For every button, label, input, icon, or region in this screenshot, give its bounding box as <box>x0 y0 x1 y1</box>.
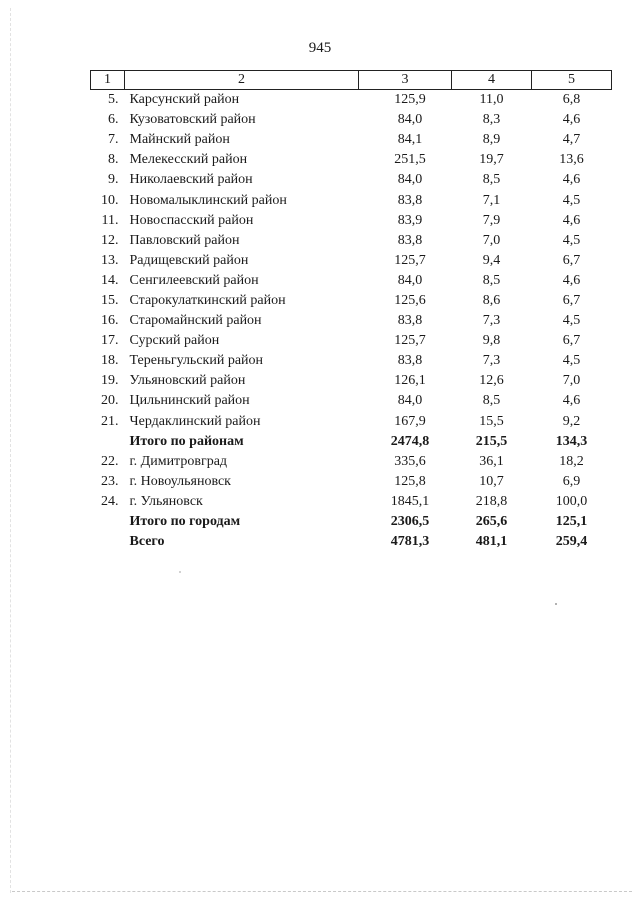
column-header: 4 <box>452 71 532 90</box>
column-header: 2 <box>125 71 359 90</box>
cell-col3: 84,1 <box>397 132 423 148</box>
cell-col4: 215,5 <box>475 433 508 449</box>
row-number: 13. <box>101 252 119 268</box>
cell-col4: 7,9 <box>482 212 501 228</box>
row-number: 6. <box>108 112 119 128</box>
table-row <box>91 291 612 311</box>
row-name: Старокулаткинский район <box>129 292 286 308</box>
cell-col5: 6,7 <box>562 252 581 268</box>
row-number <box>91 512 125 532</box>
cell-col3: 125,6 <box>394 292 426 308</box>
cell-col5: 4,5 <box>562 313 581 329</box>
row-number: 23. <box>101 473 119 489</box>
cell-col4: 218,8 <box>475 493 508 509</box>
table-row <box>91 452 612 472</box>
table-row <box>91 90 612 111</box>
cell-col5: 4,6 <box>562 393 581 409</box>
row-number: 19. <box>101 373 119 389</box>
table-row <box>91 331 612 351</box>
cell-col4: 9,4 <box>482 252 501 268</box>
table-body <box>91 90 612 553</box>
row-number: 5. <box>108 92 119 108</box>
table-row <box>91 351 612 371</box>
row-name: Карсунский район <box>129 92 240 108</box>
table-total-row <box>91 512 612 532</box>
cell-col4: 9,8 <box>482 333 501 349</box>
row-number: 15. <box>101 292 119 308</box>
row-name: Всего <box>129 534 165 550</box>
page-number: 945 <box>308 40 332 56</box>
column-header: 3 <box>359 71 452 90</box>
cell-col4: 8,5 <box>482 272 501 288</box>
row-number: 20. <box>101 393 119 409</box>
cell-col5: 4,6 <box>562 212 581 228</box>
row-name: Новомалыклинский район <box>129 192 287 208</box>
scan-edge-bottom <box>12 891 632 892</box>
cell-col4: 8,5 <box>482 393 501 409</box>
cell-col5: 18,2 <box>559 453 584 469</box>
table-total-row <box>91 532 612 552</box>
cell-col3: 84,0 <box>397 393 423 409</box>
cell-col3: 2306,5 <box>390 514 430 530</box>
row-name: Тереньгульский район <box>129 353 264 369</box>
row-number: 21. <box>101 413 119 429</box>
cell-col3: 1845,1 <box>390 493 430 509</box>
cell-col4: 8,6 <box>482 292 501 308</box>
cell-col3: 125,8 <box>394 473 426 489</box>
cell-col3: 125,7 <box>394 252 426 268</box>
cell-col5: 6,9 <box>562 473 581 489</box>
cell-col3: 335,6 <box>394 453 426 469</box>
row-name: г. Ульяновск <box>129 493 203 509</box>
row-number: 14. <box>101 272 119 288</box>
table-row <box>91 492 612 512</box>
cell-col4: 7,0 <box>482 232 501 248</box>
table-total-row <box>91 432 612 452</box>
cell-col5: 134,3 <box>555 433 588 449</box>
row-number: 9. <box>108 172 119 188</box>
row-number <box>91 432 125 452</box>
cell-col5: 125,1 <box>555 514 588 530</box>
cell-col4: 7,1 <box>482 192 501 208</box>
row-number: 22. <box>101 453 119 469</box>
cell-col4: 12,6 <box>479 373 504 389</box>
cell-col5: 4,5 <box>562 353 581 369</box>
cell-col3: 251,5 <box>394 152 426 168</box>
table-row <box>91 391 612 411</box>
cell-col4: 7,3 <box>482 313 501 329</box>
cell-col4: 265,6 <box>475 514 508 530</box>
cell-col5: 6,7 <box>562 333 581 349</box>
table-row <box>91 412 612 432</box>
row-name: г. Новоульяновск <box>129 473 231 489</box>
cell-col4: 481,1 <box>475 534 508 550</box>
table-row <box>91 271 612 291</box>
table-row <box>91 231 612 251</box>
cell-col5: 6,7 <box>562 292 581 308</box>
table-header-row <box>91 71 612 90</box>
cell-col4: 15,5 <box>479 413 504 429</box>
row-name: г. Димитровград <box>129 453 228 469</box>
row-name: Павловский район <box>129 232 240 248</box>
row-name: Цильнинский район <box>129 393 250 409</box>
cell-col3: 125,9 <box>394 92 426 108</box>
table-row <box>91 251 612 271</box>
cell-col5: 4,6 <box>562 112 581 128</box>
cell-col3: 83,9 <box>397 212 423 228</box>
cell-col3: 126,1 <box>394 373 426 389</box>
cell-col5: 6,8 <box>562 92 581 108</box>
cell-col3: 2474,8 <box>390 433 430 449</box>
cell-col4: 8,5 <box>482 172 501 188</box>
cell-col4: 11,0 <box>479 92 504 108</box>
table-row <box>91 170 612 190</box>
table-row <box>91 211 612 231</box>
row-name: Сенгилеевский район <box>129 272 259 288</box>
row-name: Итого по районам <box>129 433 244 449</box>
cell-col4: 10,7 <box>479 473 504 489</box>
cell-col3: 84,0 <box>397 112 423 128</box>
row-name: Итого по городам <box>129 514 241 530</box>
row-name: Чердаклинский район <box>129 413 261 429</box>
row-name: Мелекесский район <box>129 152 248 168</box>
row-number: 12. <box>101 232 119 248</box>
cell-col3: 83,8 <box>397 232 423 248</box>
cell-col5: 259,4 <box>555 534 588 550</box>
scan-edge-left <box>10 8 11 893</box>
row-number: 10. <box>101 192 119 208</box>
row-number <box>91 532 125 552</box>
row-name: Сурский район <box>129 333 220 349</box>
row-number: 8. <box>108 152 119 168</box>
data-table <box>90 70 612 552</box>
table-row <box>91 472 612 492</box>
row-name: Николаевский район <box>129 172 253 188</box>
row-name: Радищевский район <box>129 252 249 268</box>
cell-col3: 167,9 <box>394 413 426 429</box>
row-name: Майнский район <box>129 132 230 148</box>
cell-col5: 100,0 <box>555 493 588 509</box>
cell-col5: 4,5 <box>562 232 581 248</box>
row-number: 24. <box>101 493 119 509</box>
cell-col5: 9,2 <box>562 413 581 429</box>
cell-col5: 7,0 <box>562 373 581 389</box>
cell-col3: 83,8 <box>397 192 423 208</box>
table-row <box>91 371 612 391</box>
cell-col5: 4,7 <box>562 132 581 148</box>
column-header: 5 <box>532 71 612 90</box>
cell-col4: 19,7 <box>479 152 504 168</box>
row-number: 7. <box>108 132 119 148</box>
scan-speck <box>555 603 557 605</box>
cell-col4: 36,1 <box>479 453 504 469</box>
row-number: 11. <box>101 212 119 228</box>
row-name: Новоспасский район <box>129 212 254 228</box>
column-header: 1 <box>91 71 125 90</box>
cell-col4: 7,3 <box>482 353 501 369</box>
table-row <box>91 311 612 331</box>
table-row <box>91 150 612 170</box>
cell-col5: 4,5 <box>562 192 581 208</box>
cell-col5: 4,6 <box>562 272 581 288</box>
cell-col3: 83,8 <box>397 313 423 329</box>
cell-col3: 84,0 <box>397 172 423 188</box>
row-number: 17. <box>101 333 119 349</box>
cell-col5: 13,6 <box>559 152 584 168</box>
row-name: Кузоватовский район <box>129 112 256 128</box>
cell-col5: 4,6 <box>562 172 581 188</box>
scan-speck <box>179 571 181 573</box>
row-name: Ульяновский район <box>129 373 246 389</box>
row-number: 16. <box>101 313 119 329</box>
cell-col3: 4781,3 <box>390 534 430 550</box>
cell-col3: 83,8 <box>397 353 423 369</box>
cell-col3: 84,0 <box>397 272 423 288</box>
row-name: Старомайнский район <box>129 313 262 329</box>
cell-col4: 8,3 <box>482 112 501 128</box>
cell-col3: 125,7 <box>394 333 426 349</box>
cell-col4: 8,9 <box>482 132 501 148</box>
row-number: 18. <box>101 353 119 369</box>
table-row <box>91 130 612 150</box>
table-row <box>91 190 612 210</box>
table-row <box>91 110 612 130</box>
